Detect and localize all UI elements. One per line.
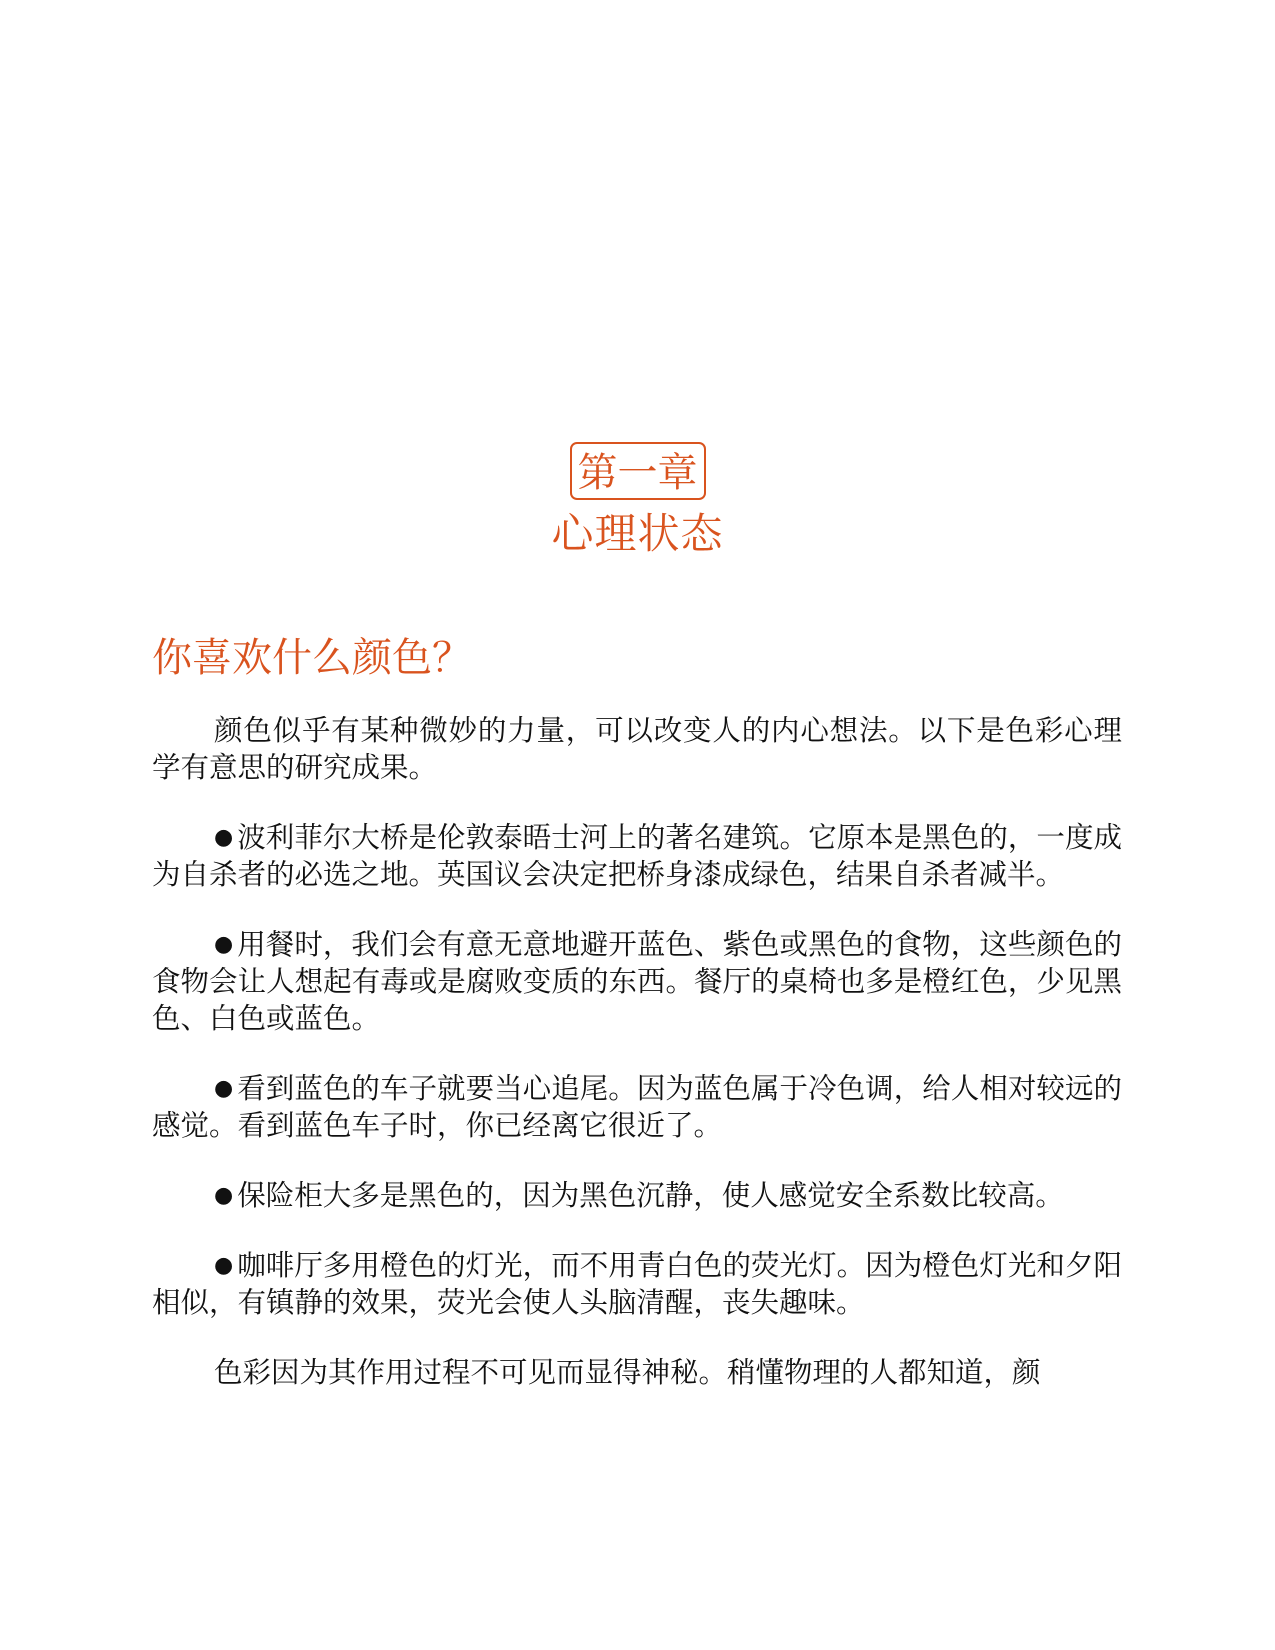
paragraph-text: 色彩因为其作用过程不可见而显得神秘。稍懂物理的人都知道，颜 [214, 1356, 1041, 1389]
paragraph-text: 保险柜大多是黑色的，因为黑色沉静，使人感觉安全系数比较高。 [237, 1179, 1064, 1212]
bullet-paragraph-blue-car [152, 1070, 1122, 1144]
bullet-icon: ● [214, 1183, 234, 1208]
paragraph-closing [152, 1354, 1122, 1391]
bullet-icon: ● [214, 1076, 234, 1101]
paragraph-text: 咖啡厅多用橙色的灯光，而不用青白色的荧光灯。因为橙色灯光和夕阳相似，有镇静的效果，荧光会使人头脑清醒，丧失趣味。 [152, 1249, 1122, 1319]
bullet-paragraph-dining [152, 926, 1122, 1037]
bullet-icon: ● [214, 932, 234, 957]
chapter-title: 心理状态 [551, 509, 724, 558]
chapter-number-label: 第一章 [570, 442, 706, 500]
section-heading: 你喜欢什么颜色？ [152, 635, 472, 681]
chapter-header [0, 442, 1275, 562]
paragraph-text: 看到蓝色的车子就要当心追尾。因为蓝色属于冷色调，给人相对较远的感觉。看到蓝色车子时，你已经离它很近了。 [152, 1072, 1122, 1142]
paragraph-text: 颜色似乎有某种微妙的力量，可以改变人的内心想法。以下是色彩心理学有意思的研究成果。 [152, 714, 1122, 784]
bullet-icon: ● [214, 1253, 234, 1278]
paragraph-text: 波利菲尔大桥是伦敦泰晤士河上的著名建筑。它原本是黑色的，一度成为自杀者的必选之地。英国议会决定把桥身漆成绿色，结果自杀者减半。 [152, 821, 1122, 891]
bullet-paragraph-safe [152, 1177, 1122, 1214]
paragraph-intro [152, 712, 1122, 786]
bullet-paragraph-bridge [152, 819, 1122, 893]
bullet-icon: ● [214, 825, 234, 850]
body-text [152, 712, 1122, 1424]
paragraph-text: 用餐时，我们会有意无意地避开蓝色、紫色或黑色的食物，这些颜色的食物会让人想起有毒或是腐败变质的东西。餐厅的桌椅也多是橙红色，少见黑色、白色或蓝色。 [152, 928, 1122, 1035]
bullet-paragraph-cafe [152, 1247, 1122, 1321]
